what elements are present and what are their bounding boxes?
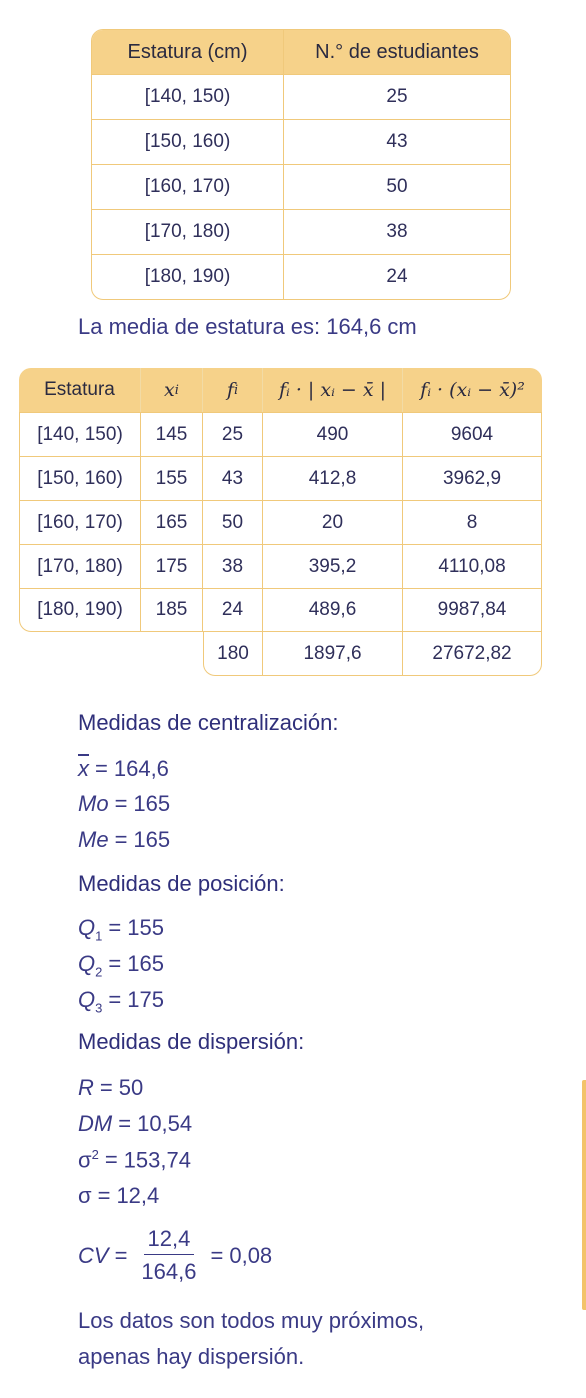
std-deviation-equation: σ = 12,4	[78, 1183, 160, 1208]
median-value: 165	[133, 827, 171, 852]
table-row	[19, 412, 542, 456]
header-sq-deviation: fᵢ · (xᵢ − x̄)²	[403, 368, 542, 412]
table-row	[92, 74, 510, 119]
table-cell: 489,6	[263, 588, 403, 632]
table-cell: 4110,08	[403, 544, 542, 588]
table-row	[92, 209, 510, 254]
table-cell: [180, 190)	[92, 255, 284, 299]
table-row	[92, 164, 510, 209]
table-cell: 3962,9	[403, 456, 542, 500]
header-estudiantes: N.° de estudiantes	[315, 40, 479, 63]
table-cell: 175	[141, 544, 203, 588]
cv-denominator: 164,6	[141, 1259, 197, 1284]
mean-deviation-symbol: DM	[78, 1111, 113, 1136]
page-edge-tab	[582, 1080, 586, 1310]
header-estatura: Estatura (cm)	[92, 30, 284, 74]
mean-statement: La media de estatura es: 164,6 cm	[78, 314, 417, 339]
table-cell: 25	[386, 86, 408, 107]
cv-equation: CV = $\frac{12,4}{164,6}$ = 0,08	[78, 1226, 273, 1284]
table-cell: 490	[263, 412, 403, 456]
table-cell: 24	[386, 266, 408, 287]
total-sq-deviation: 27672,82	[403, 632, 542, 676]
q2-symbol: Q	[78, 951, 96, 976]
header-xi-symbol: x	[164, 379, 175, 401]
mode-equation: Mo = 165	[78, 791, 171, 816]
table-cell: 50	[386, 176, 408, 197]
total-fi: 180	[203, 632, 263, 676]
header-xi-sub: i	[174, 382, 179, 398]
table-cell: 145	[141, 412, 203, 456]
q2-value: 165	[127, 951, 164, 976]
q3-equation: $Q_3 = 175$	[78, 987, 164, 1016]
q1-sub: 1	[95, 928, 103, 944]
std-deviation-value: 12,4	[116, 1183, 160, 1208]
table-row	[92, 119, 510, 164]
variance-symbol: σ	[78, 1147, 92, 1173]
header-fi-sub: i	[233, 382, 239, 398]
table-cell: 8	[403, 500, 542, 544]
variance-equation: $\sigma^2 = 153,74$	[78, 1147, 191, 1173]
table-cell: 25	[203, 412, 263, 456]
table-cell: [140, 150)	[92, 75, 284, 119]
variance-sup: 2	[91, 1147, 99, 1162]
cv-value: 0,08	[229, 1242, 273, 1268]
table-cell: 395,2	[263, 544, 403, 588]
variance-value: 153,74	[123, 1147, 191, 1173]
table-cell: 20	[263, 500, 403, 544]
table-cell: 165	[141, 500, 203, 544]
table-header-row	[92, 30, 510, 74]
mean-value: 164,6	[113, 756, 169, 781]
mean-symbol: $\overline{x}$	[78, 756, 89, 781]
table-cell: 24	[203, 588, 263, 632]
totals-row	[19, 632, 542, 676]
median-symbol: Me	[78, 827, 109, 852]
table-cell: 155	[141, 456, 203, 500]
mode-value: 165	[133, 791, 171, 816]
cv-fraction	[141, 1226, 196, 1285]
table-row	[19, 456, 542, 500]
section-title-posicion: Medidas de posición:	[78, 871, 285, 896]
mean-deviation-equation: DM = 10,54	[78, 1111, 193, 1136]
table-cell: [170, 180)	[19, 544, 141, 588]
table-cell: 43	[386, 131, 408, 152]
table-cell: 50	[203, 500, 263, 544]
q2-sub: 2	[95, 964, 103, 980]
table-cell: 43	[203, 456, 263, 500]
header-fi	[203, 368, 263, 412]
q1-equation: $Q_1 = 155$	[78, 915, 164, 944]
section-title-dispersion: Medidas de dispersión:	[78, 1029, 305, 1054]
calculation-table	[19, 368, 542, 676]
table-cell: [170, 180)	[92, 210, 284, 254]
q3-symbol: Q	[78, 987, 96, 1012]
range-symbol: R	[78, 1075, 94, 1100]
range-equation: R = 50	[78, 1075, 144, 1100]
table-cell: [180, 190)	[19, 588, 141, 632]
table-row	[19, 500, 542, 544]
table-cell: 9604	[403, 412, 542, 456]
median-equation: Me = 165	[78, 827, 171, 852]
conclusion-text: Los datos son todos muy próximos, apenas hay dispersión.	[78, 1308, 425, 1369]
q3-sub: 3	[95, 1000, 103, 1016]
header-estatura: Estatura	[19, 368, 141, 412]
table-cell: [140, 150)	[19, 412, 141, 456]
range-value: 50	[118, 1075, 144, 1100]
q1-value: 155	[127, 915, 164, 940]
mean-deviation-value: 10,54	[137, 1111, 193, 1136]
table-cell: [150, 160)	[19, 456, 141, 500]
mean-equation: $\overline{x} = 164,6$	[78, 756, 169, 781]
frequency-table	[91, 29, 511, 300]
section-title-centralizacion: Medidas de centralización:	[78, 710, 339, 735]
mode-symbol: Mo	[78, 791, 109, 816]
table-cell: 9987,84	[403, 588, 542, 632]
q1-symbol: Q	[78, 915, 96, 940]
table-cell: 38	[203, 544, 263, 588]
table-cell: 38	[386, 221, 408, 242]
q2-equation: $Q_2 = 165$	[78, 951, 164, 980]
table-row	[92, 254, 510, 299]
total-abs-deviation: 1897,6	[263, 632, 403, 676]
table-cell: 412,8	[263, 456, 403, 500]
cv-numerator: 12,4	[144, 1226, 195, 1255]
cv-symbol: CV	[78, 1242, 109, 1268]
table-cell: 185	[141, 588, 203, 632]
q3-value: 175	[127, 987, 164, 1012]
header-abs-deviation: fᵢ · | xᵢ − x̄ |	[263, 368, 403, 412]
table-cell: [160, 170)	[19, 500, 141, 544]
table-header-row	[19, 368, 542, 412]
header-fi-symbol: f	[226, 379, 234, 401]
table-cell: [150, 160)	[92, 120, 284, 164]
std-deviation-symbol: σ	[78, 1183, 92, 1208]
table-cell: [160, 170)	[92, 165, 284, 209]
header-xi	[141, 368, 203, 412]
table-row	[19, 544, 542, 588]
table-row	[19, 588, 542, 632]
